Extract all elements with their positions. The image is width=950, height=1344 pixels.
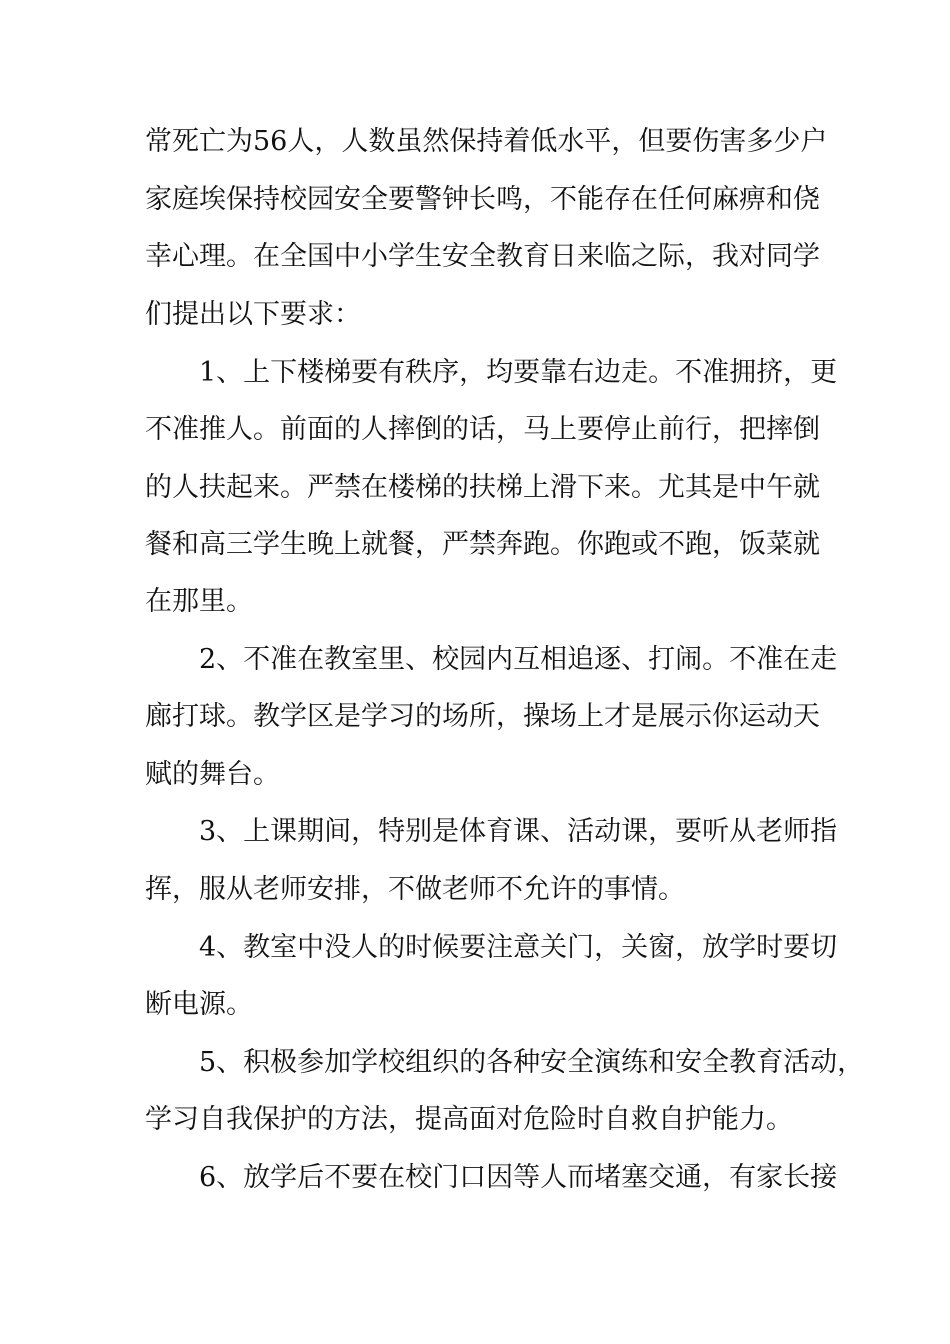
- text-line: 餐和高三学生晚上就餐，严禁奔跑。你跑或不跑，饭菜就: [145, 529, 820, 560]
- text-line: 常死亡为56人，人数虽然保持着低水平，但要伤害多少户: [145, 126, 828, 157]
- text-line: 们提出以下要求：: [145, 299, 361, 330]
- text-line: 3、上课期间，特别是体育课、活动课，要听从老师指: [199, 816, 838, 847]
- text-line: 挥，服从老师安排，不做老师不允许的事情。: [145, 874, 685, 905]
- text-line: 学习自我保护的方法，提高面对危险时自救自护能力。: [145, 1104, 793, 1135]
- text-line: 家庭埃保持校园安全要警钟长鸣，不能存在任何麻痹和侥: [145, 184, 820, 215]
- text-line: 廊打球。教学区是学习的场所，操场上才是展示你运动天: [145, 701, 820, 732]
- text-line: 5、积极参加学校组织的各种安全演练和安全教育活动，: [199, 1047, 865, 1078]
- text-line: 4、教室中没人的时候要注意关门，关窗，放学时要切: [199, 932, 838, 963]
- text-line: 赋的舞台。: [145, 759, 280, 790]
- text-line: 幸心理。在全国中小学生安全教育日来临之际，我对同学: [145, 241, 820, 272]
- text-line: 2、不准在教室里、校园内互相追逐、打闹。不准在走: [199, 644, 838, 675]
- text-line: 在那里。: [145, 586, 253, 617]
- text-line: 1、上下楼梯要有秩序，均要靠右边走。不准拥挤，更: [199, 357, 838, 388]
- text-line: 6、放学后不要在校门口因等人而堵塞交通，有家长接: [199, 1162, 838, 1193]
- text-line: 不准推人。前面的人摔倒的话，马上要停止前行，把摔倒: [145, 414, 820, 445]
- text-line: 断电源。: [145, 989, 253, 1020]
- text-line: 的人扶起来。严禁在楼梯的扶梯上滑下来。尤其是中午就: [145, 472, 820, 503]
